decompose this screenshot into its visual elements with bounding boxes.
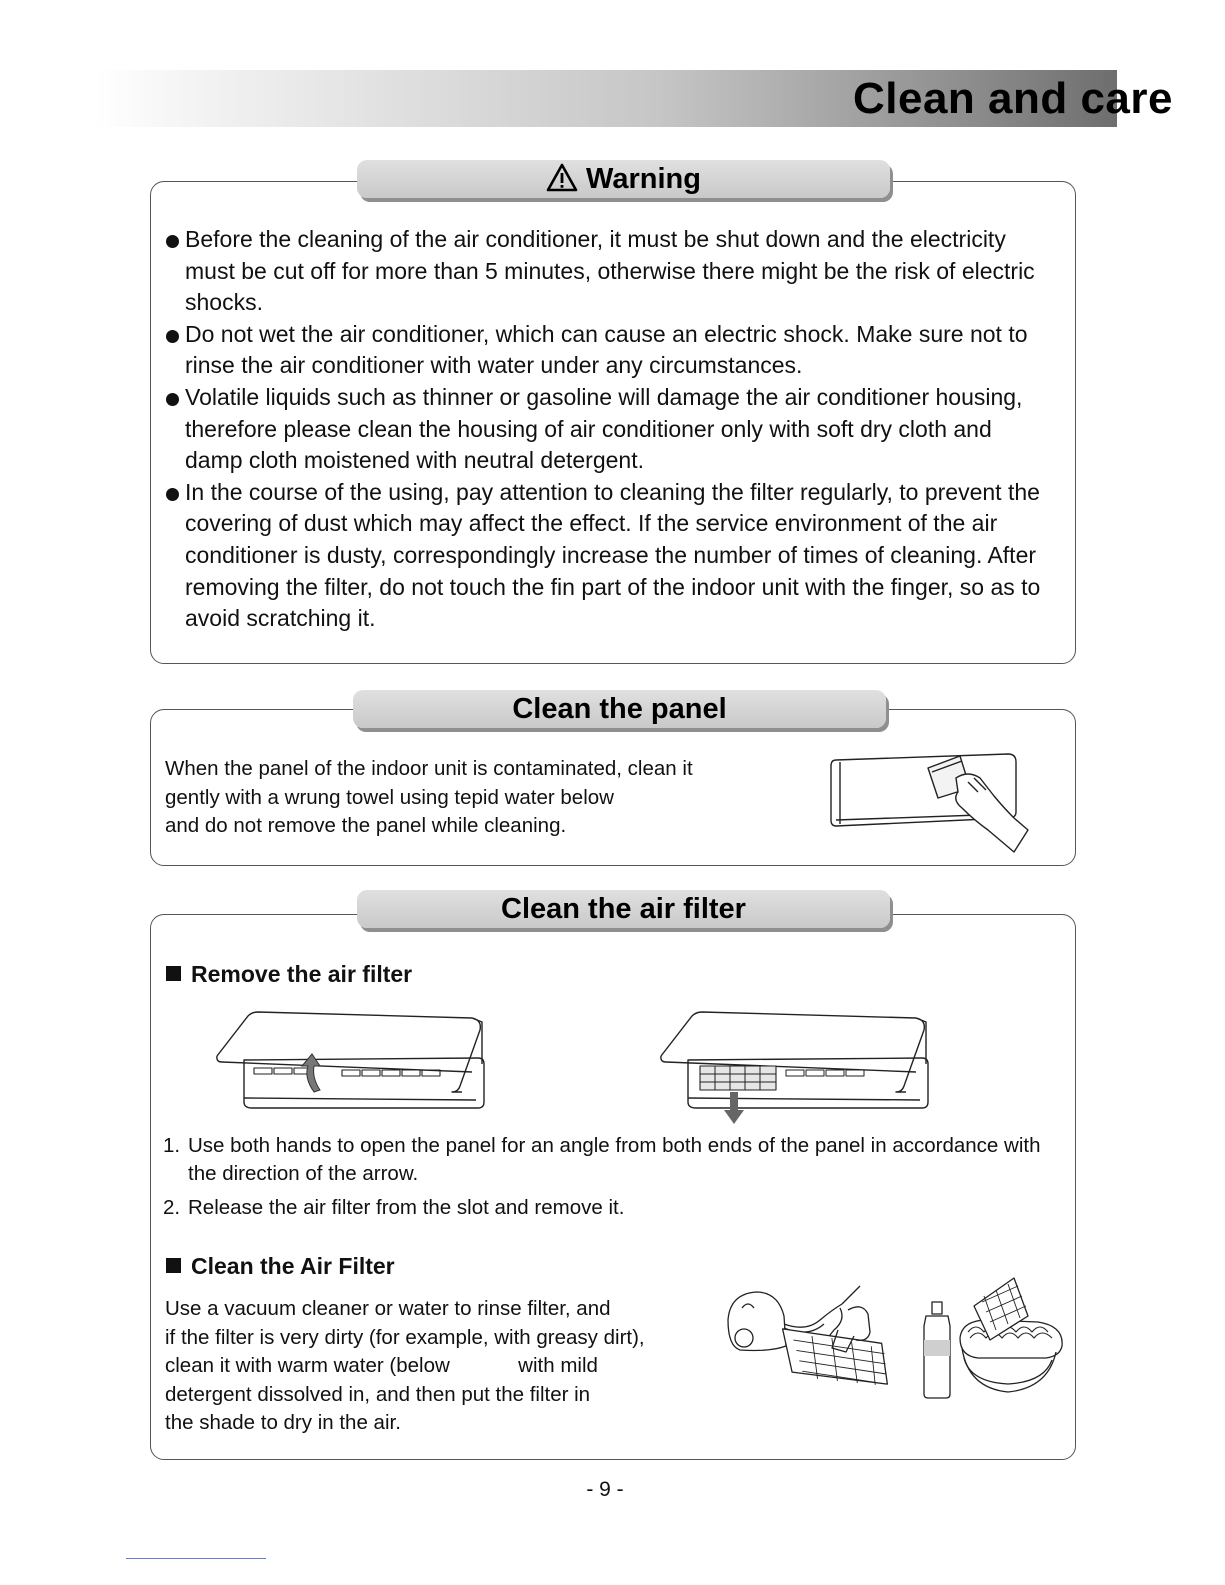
clean-filter-heading [166, 1253, 395, 1280]
clean-panel-tab: Clean the panel [353, 690, 886, 728]
footer-link-underline [126, 1558, 266, 1559]
warning-item: Do not wet the air conditioner, which can cause an electric shock. Make sure not to rinse the air conditioner with water under any circumstances. [165, 319, 1055, 382]
text-line: if the filter is very dirty (for example, with greasy dirt), [165, 1325, 645, 1349]
square-bullet-icon [166, 966, 181, 981]
panel-wiping-illustration [828, 748, 1033, 858]
warning-tab [357, 160, 890, 198]
ac-open-panel-illustration [214, 1008, 489, 1113]
step-text: Use both hands to open the panel for an angle from both ends of the panel in accordance with the direction of the arrow. [188, 1134, 1041, 1185]
step-number: 2. [163, 1196, 181, 1219]
step-number: 1. [163, 1134, 181, 1157]
text-line: Use a vacuum cleaner or water to rinse filter, and [165, 1297, 611, 1320]
warning-item: In the course of the using, pay attention to cleaning the filter regularly, to prevent the covering of dust which may affect the effect. If the service environment of the air conditioner is dusty, correspondingly increase the number of times of cleaning. After removing the filter, do not touch the fin part of the indoor unit with the finger, so as to avoid scratching it. [165, 477, 1055, 635]
clean-panel-text [165, 755, 805, 841]
warning-item: Volatile liquids such as thinner or gasoline will damage the air conditioner housing, therefore please clean the housing of air conditioner only with soft dry cloth and damp cloth moistened with neutral detergent. [165, 382, 1055, 477]
page-title: Clean and care [852, 74, 1173, 123]
basin-detergent-illustration [918, 1276, 1068, 1401]
remove-filter-heading-label: Remove the air filter [191, 961, 413, 987]
remove-filter-steps [163, 1132, 1043, 1228]
warning-list [165, 224, 1055, 635]
text-line: clean it with warm water (below with mild [165, 1354, 598, 1377]
warning-tab-label: Warning [586, 163, 701, 195]
clean-filter-tab: Clean the air filter [357, 890, 890, 928]
step-item [163, 1194, 1043, 1222]
text-line: detergent dissolved in, and then put the filter in [165, 1382, 591, 1406]
ac-remove-filter-illustration [658, 1008, 933, 1128]
clean-filter-text [165, 1295, 725, 1438]
warning-triangle-icon [546, 163, 578, 192]
text-line: gently with a wrung towel using tepid water below [165, 785, 614, 809]
square-bullet-icon [166, 1258, 181, 1273]
remove-filter-heading [166, 961, 412, 988]
warning-item: Before the cleaning of the air conditioner, it must be shut down and the electricity must be cut off for more than 5 minutes, otherwise there might be the risk of electric shocks. [165, 224, 1055, 319]
step-text: Release the air filter from the slot and remove it. [188, 1196, 625, 1219]
vacuum-cleaner-illustration [720, 1280, 895, 1395]
page-number: - 9 - [586, 1478, 624, 1501]
text-line: and do not remove the panel while cleaning. [165, 814, 567, 837]
step-item [163, 1132, 1043, 1188]
clean-filter-heading-label: Clean the Air Filter [191, 1253, 395, 1279]
text-line: the shade to dry in the air. [165, 1411, 401, 1434]
text-line: When the panel of the indoor unit is contaminated, clean it [165, 757, 693, 780]
